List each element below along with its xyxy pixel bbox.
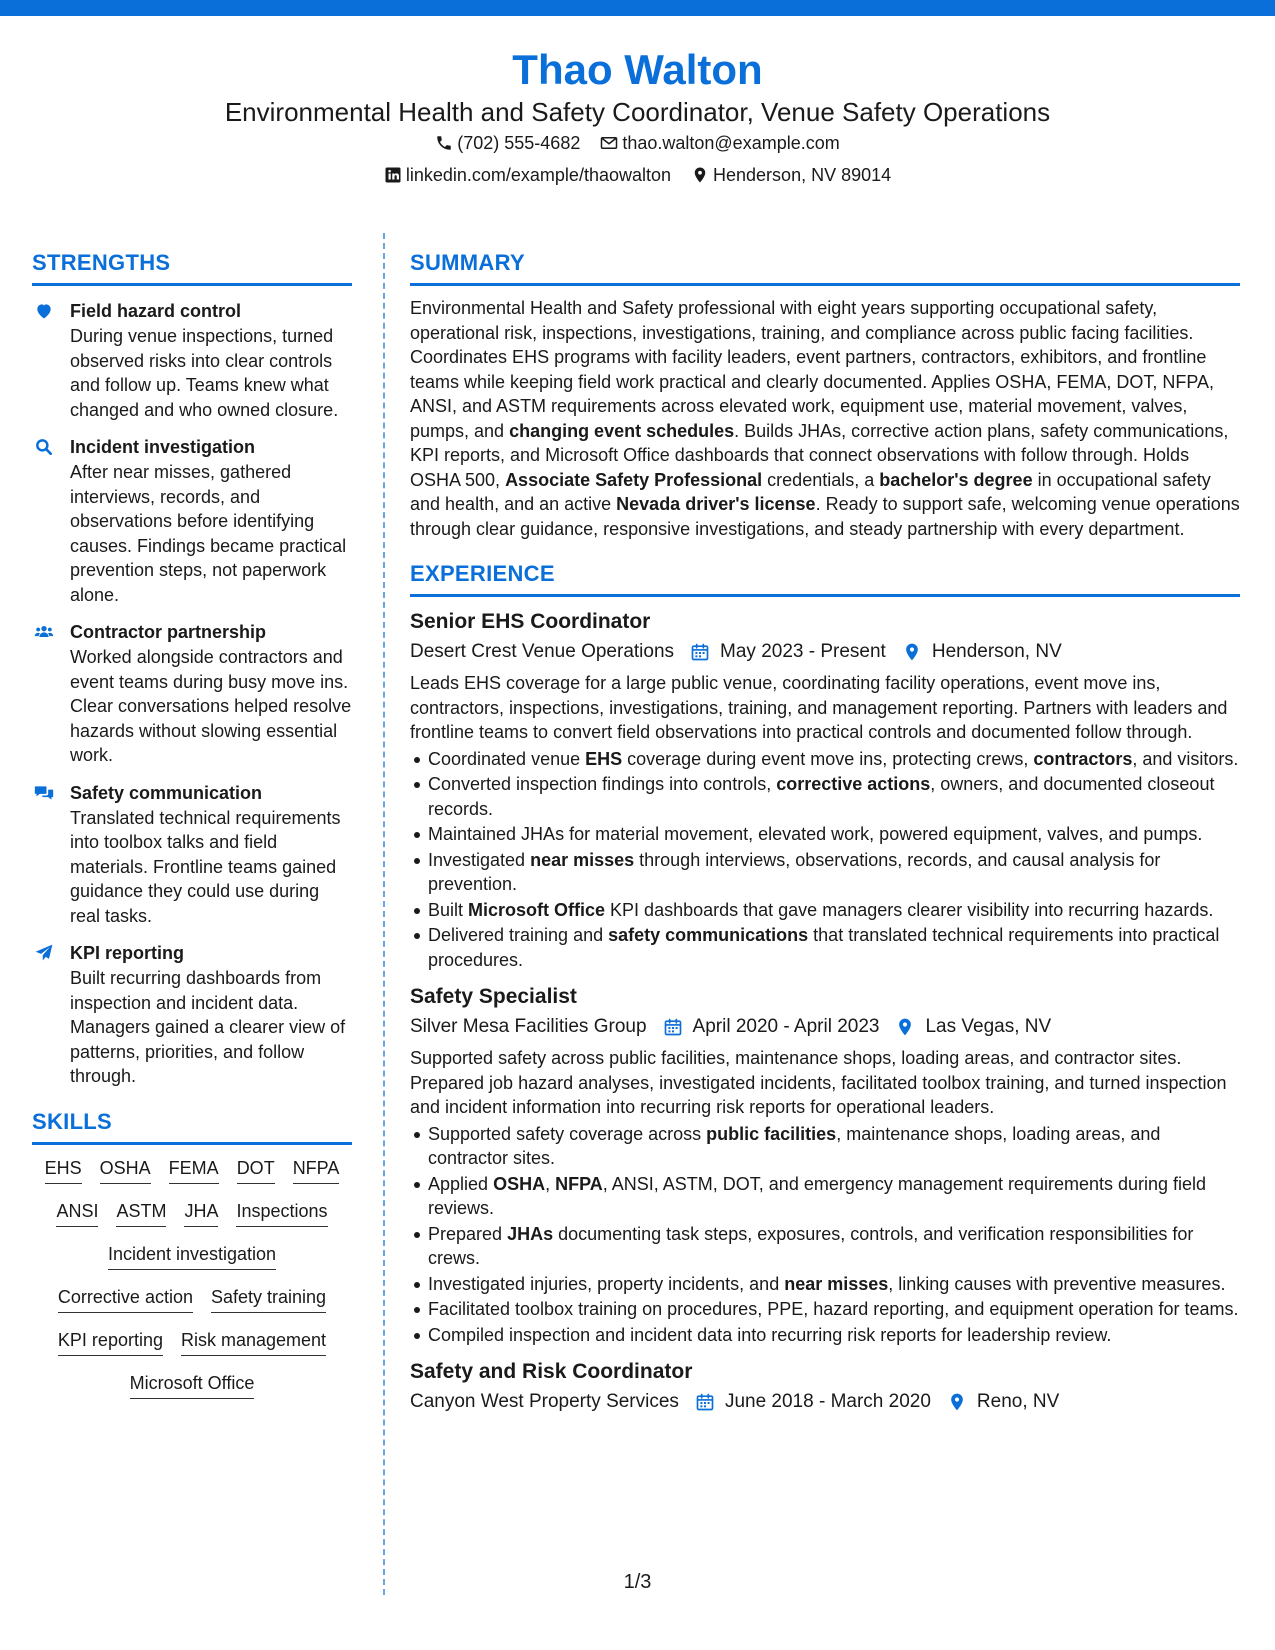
map-pin-icon bbox=[895, 1017, 915, 1037]
skill-tag: FEMA bbox=[169, 1155, 219, 1184]
job-location: Las Vegas, NV bbox=[925, 1016, 1052, 1037]
job-description: Leads EHS coverage for a large public venue, coordinating facility operations, event move ins, contractors, inspections, investigations, training, and management reporting. Partners with leaders and frontline teams to convert field observations into practical controls and documented follow through. bbox=[410, 673, 1228, 742]
job-bullet: Built Microsoft Office KPI dashboards that gave managers clearer visibility into recurring hazards. bbox=[410, 898, 1240, 923]
job-description: Supported safety across public facilities, maintenance shops, loading areas, and contractor sites. Prepared job hazard analyses, investigated incidents, facilitated toolbox training, and turned inspection and incident information into recurring risk reports for operational leaders. bbox=[410, 1048, 1227, 1117]
job-bullet: Converted inspection findings into controls, corrective actions, owners, and documented closeout records. bbox=[410, 772, 1240, 821]
strength-item bbox=[32, 940, 352, 1089]
phone-icon bbox=[435, 134, 453, 152]
job-bullet: Maintained JHAs for material movement, elevated work, powered equipment, valves, and pumps. bbox=[410, 822, 1240, 847]
job-dates: May 2023 - Present bbox=[720, 641, 886, 662]
strength-item bbox=[32, 780, 352, 929]
strength-desc: Translated technical requirements into toolbox talks and field materials. Frontline teams gained guidance they could use during real tasks. bbox=[70, 807, 341, 926]
skill-tag: OSHA bbox=[100, 1155, 151, 1184]
skill-tag: ASTM bbox=[116, 1198, 166, 1227]
map-pin-icon bbox=[691, 166, 709, 184]
skill-tag: Incident investigation bbox=[108, 1241, 276, 1270]
phone-text: (702) 555-4682 bbox=[457, 133, 581, 153]
strength-desc: After near misses, gathered interviews, records, and observations before identifying causes. Findings became practical prevention steps, not paperwork alone. bbox=[70, 462, 347, 605]
map-pin-icon bbox=[902, 642, 922, 662]
contact-row-1 bbox=[0, 128, 1275, 158]
comments-icon bbox=[34, 783, 54, 803]
summary-heading: SUMMARY bbox=[410, 248, 1240, 286]
skill-tag: Microsoft Office bbox=[130, 1370, 255, 1399]
heart-icon bbox=[34, 301, 54, 321]
job-bullet: Delivered training and safety communications that translated technical requirements into practical procedures. bbox=[410, 923, 1240, 972]
contact-row-2 bbox=[0, 160, 1275, 190]
location-contact bbox=[691, 160, 891, 190]
job-title: Safety Specialist bbox=[410, 985, 577, 1008]
skill-tag: EHS bbox=[45, 1155, 82, 1184]
experience-heading: EXPERIENCE bbox=[410, 559, 1240, 597]
job-title: Senior EHS Coordinator bbox=[410, 610, 651, 633]
job-title: Safety and Risk Coordinator bbox=[410, 1360, 693, 1383]
strength-item bbox=[32, 619, 352, 768]
job-bullet: Coordinated venue EHS coverage during event move ins, protecting crews, contractors, and visitors. bbox=[410, 747, 1240, 772]
strength-name: KPI reporting bbox=[70, 943, 185, 963]
linkedin-contact[interactable] bbox=[384, 160, 671, 190]
job-entry bbox=[410, 982, 1240, 1347]
job-bullet: Investigated injuries, property incidents, and near misses, linking causes with preventive measures. bbox=[410, 1272, 1240, 1297]
job-company: Canyon West Property Services bbox=[410, 1391, 679, 1412]
right-column bbox=[410, 248, 1240, 1417]
phone-contact[interactable] bbox=[435, 128, 580, 158]
job-meta bbox=[410, 1387, 1240, 1417]
job-company: Desert Crest Venue Operations bbox=[410, 641, 675, 662]
skill-tag: Inspections bbox=[236, 1198, 327, 1227]
job-bullet: Compiled inspection and incident data into recurring risk reports for leadership review. bbox=[410, 1323, 1240, 1348]
strength-name: Contractor partnership bbox=[70, 622, 267, 642]
summary-text: Environmental Health and Safety professional with eight years supporting occupational safety, operational risk, inspections, investigations, training, and compliance across public facing facilities. Coordinates EHS programs with facility leaders, event partners, contractors, exhibitors, and frontline teams while keeping field work practical and clearly documented. Applies OSHA, FEMA, DOT, NFPA, ANSI, and ASTM requirements across elevated work, equipment use, material movement, valves, pumps, and changing event schedules. Builds JHAs, corrective action plans, safety communications, KPI reports, and Microsoft Office dashboards that connect observations with follow through. Holds OSHA 500, Associate Safety Professional credentials, a bachelor's degree in occupational safety and health, and an active Nevada driver's license. Ready to support safe, welcoming venue operations through clear guidance, responsive investigations, and steady partnership with every department. bbox=[410, 298, 1240, 539]
job-bullet: Investigated near misses through interviews, observations, records, and causal analysis for prevention. bbox=[410, 848, 1240, 897]
skill-tag: JHA bbox=[184, 1198, 218, 1227]
strengths-heading: STRENGTHS bbox=[32, 248, 352, 286]
skills-list bbox=[32, 1155, 352, 1399]
candidate-title: Environmental Health and Safety Coordinator, Venue Safety Operations bbox=[224, 97, 1051, 127]
job-entry bbox=[410, 607, 1240, 972]
job-bullet: Facilitated toolbox training on procedures, PPE, hazard reporting, and equipment operation for teams. bbox=[410, 1297, 1240, 1322]
skills-heading: SKILLS bbox=[32, 1107, 352, 1145]
email-contact[interactable] bbox=[600, 128, 839, 158]
job-bullets bbox=[410, 747, 1240, 973]
linkedin-text: linkedin.com/example/thaowalton bbox=[405, 165, 672, 185]
skill-tag: DOT bbox=[237, 1155, 275, 1184]
strengths-list bbox=[32, 298, 352, 1089]
strength-name: Safety communication bbox=[70, 782, 263, 803]
job-meta bbox=[410, 637, 1240, 667]
candidate-name: Thao Walton bbox=[512, 46, 763, 93]
paper-plane-icon bbox=[34, 943, 54, 963]
strength-name: Field hazard control bbox=[70, 301, 242, 321]
job-location: Henderson, NV bbox=[931, 641, 1062, 662]
skill-tag: ANSI bbox=[56, 1198, 98, 1227]
envelope-icon bbox=[600, 134, 618, 152]
email-text: thao.walton@example.com bbox=[622, 133, 840, 153]
column-divider bbox=[383, 233, 385, 1595]
job-meta bbox=[410, 1012, 1240, 1042]
skill-tag: Corrective action bbox=[58, 1284, 193, 1313]
strength-desc: During venue inspections, turned observed risks into clear controls and follow up. Teams knew what changed and who owned closure. bbox=[70, 326, 339, 420]
job-bullet: Applied OSHA, NFPA, ANSI, ASTM, DOT, and emergency management requirements during field reviews. bbox=[410, 1172, 1240, 1221]
linkedin-icon bbox=[384, 166, 402, 184]
users-icon bbox=[34, 622, 54, 642]
calendar-icon bbox=[663, 1017, 683, 1037]
job-bullet: Supported safety coverage across public facilities, maintenance shops, loading areas, and contractor sites. bbox=[410, 1122, 1240, 1171]
skill-tag: NFPA bbox=[293, 1155, 340, 1184]
strength-desc: Worked alongside contractors and event teams during busy move ins. Clear conversations helped resolve hazards without slowing essential work. bbox=[70, 647, 352, 765]
job-bullets bbox=[410, 1122, 1240, 1348]
search-icon bbox=[34, 437, 54, 457]
skill-tag: Risk management bbox=[181, 1327, 326, 1356]
job-company: Silver Mesa Facilities Group bbox=[410, 1016, 647, 1037]
page-number: 1/3 bbox=[623, 1571, 652, 1593]
skill-tag: Safety training bbox=[211, 1284, 326, 1313]
strength-item bbox=[32, 434, 352, 607]
resume-header bbox=[0, 44, 1275, 190]
job-location: Reno, NV bbox=[976, 1391, 1060, 1412]
job-dates: April 2020 - April 2023 bbox=[692, 1016, 880, 1037]
location-text: Henderson, NV 89014 bbox=[713, 165, 892, 185]
calendar-icon bbox=[695, 1392, 715, 1412]
calendar-icon bbox=[690, 642, 710, 662]
top-accent-bar bbox=[0, 0, 1275, 16]
job-entry bbox=[410, 1357, 1240, 1417]
map-pin-icon bbox=[947, 1392, 967, 1412]
left-column bbox=[32, 248, 352, 1399]
strength-item bbox=[32, 298, 352, 422]
strength-name: Incident investigation bbox=[70, 437, 256, 457]
skill-tag: KPI reporting bbox=[58, 1327, 163, 1356]
job-bullet: Prepared JHAs documenting task steps, exposures, controls, and verification responsibilities for crews. bbox=[410, 1222, 1240, 1271]
strength-desc: Built recurring dashboards from inspection and incident data. Managers gained a clearer view of patterns, priorities, and follow through. bbox=[70, 968, 346, 1086]
experience-list bbox=[410, 607, 1240, 1417]
job-dates: June 2018 - March 2020 bbox=[724, 1391, 931, 1412]
